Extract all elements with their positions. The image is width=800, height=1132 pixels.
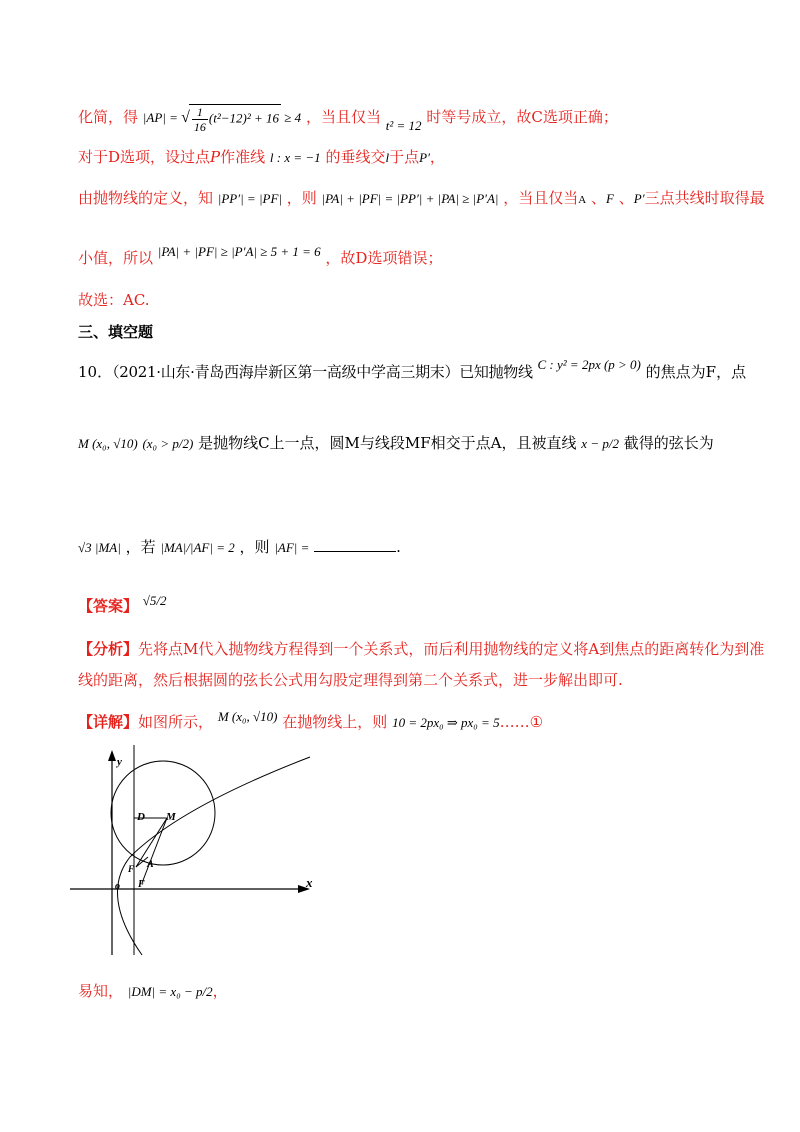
- text: 对于D选项，设过点: [78, 148, 211, 166]
- line-answer-choice: [78, 290, 150, 310]
- text: 截得的弦长为: [623, 434, 714, 452]
- label-f2: F: [138, 879, 145, 890]
- var-pprime: P′: [419, 150, 430, 165]
- text: ，若: [125, 538, 156, 556]
- section-heading: [78, 322, 153, 342]
- ratio-eq: |MA|/|AF| = 2: [160, 540, 235, 555]
- point-m: M (x₀, √10): [78, 436, 138, 451]
- text: 小值，所以: [78, 249, 154, 267]
- text: 、: [591, 189, 607, 207]
- text: ，当且仅当: [305, 107, 381, 126]
- line-min-value: [78, 244, 443, 269]
- eq-marker: ……①: [499, 713, 544, 731]
- var-a: A: [578, 194, 587, 206]
- analysis-line1: [78, 639, 764, 659]
- analysis-line2: [78, 670, 623, 690]
- pp-eq-pf: |PP′| = |PF|: [217, 191, 282, 206]
- text: 如图所示，: [138, 713, 214, 731]
- var-f: F: [606, 191, 614, 206]
- af-expr: |AF| =: [274, 540, 310, 555]
- text: 三点共线时取得最: [644, 189, 765, 207]
- text: 时等号成立，故C选项正确；: [426, 107, 618, 126]
- parabola-circle-figure: [70, 745, 320, 960]
- text: ，故D选项错误；: [325, 249, 443, 267]
- label-d: D: [137, 811, 145, 823]
- px0-eq: 10 = 2px₀ ⇒ px₀ = 5: [392, 715, 500, 730]
- answer-value: √5/2: [142, 593, 167, 608]
- circle-m: [111, 761, 215, 865]
- question-10-line1: [78, 357, 747, 383]
- text: 三、填空题: [78, 323, 154, 341]
- text: ，则: [286, 189, 317, 207]
- text: 故选：AC.: [78, 291, 150, 309]
- label-m: M: [166, 811, 176, 823]
- x0-condition: (x₀ > p/2): [142, 436, 194, 451]
- text: ，则: [239, 538, 270, 556]
- answer-line: [78, 593, 167, 617]
- text: 作准线: [220, 148, 266, 166]
- text: 的焦点为F，点: [645, 363, 747, 381]
- line-definition: [78, 188, 765, 210]
- dm-eq: |DM| = x₀ − p/2: [127, 984, 213, 999]
- text: 在抛物线上，则: [282, 713, 388, 731]
- text: ，当且仅当: [503, 189, 579, 207]
- label-f1: F: [128, 864, 135, 874]
- t-condition: t² = 12: [385, 117, 422, 133]
- text: 由抛物线的定义，知: [78, 189, 214, 207]
- text: 是抛物线C上一点，圆M与线段MF相交于点A，且被直线: [198, 434, 577, 452]
- directrix-eq: l : x = −1: [269, 150, 321, 165]
- detail-line: [78, 709, 544, 733]
- label-x: x: [306, 875, 313, 890]
- label-origin: o: [115, 881, 120, 892]
- line-option-d: [78, 147, 445, 168]
- point-m: M (x₀, √10): [217, 709, 278, 724]
- parabola-curve: [118, 757, 311, 955]
- analysis-label: 【分析】: [78, 640, 139, 658]
- text: ，: [429, 148, 445, 166]
- text: 易知，: [78, 982, 124, 1000]
- ap-inequality: |AP| = √ $\frac{1}{16}$ (t²−12)² + 16 ≥ 4: [142, 105, 302, 134]
- text: 、: [618, 189, 634, 207]
- question-10-line2: [78, 433, 714, 454]
- line-simplify: [78, 104, 618, 134]
- text: .: [396, 538, 401, 556]
- known-line: [78, 981, 228, 1002]
- text: 于点: [389, 148, 420, 166]
- chord-length: √3 |MA|: [78, 540, 121, 555]
- label-a: A: [147, 859, 154, 870]
- y-axis-arrow: [108, 750, 116, 761]
- text: 的垂线交: [325, 148, 386, 166]
- text: 化简，得: [78, 107, 139, 126]
- text: 线的距离，然后根据圆的弦长公式用勾股定理得到第二个关系式，进一步解出即可.: [78, 671, 623, 689]
- answer-label: 【答案】: [78, 597, 139, 615]
- sum-inequality: |PA| + |PF| = |PP′| + |PA| ≥ |P′A|: [321, 191, 499, 206]
- question-number: 10．: [78, 363, 113, 381]
- label-y: y: [117, 756, 122, 768]
- line-eq: x − p/2: [581, 436, 619, 451]
- var-pprime: P′: [633, 191, 645, 206]
- question-10-line3: [78, 537, 401, 558]
- min-inequality: |PA| + |PF| ≥ |P′A| ≥ 5 + 1 = 6: [157, 244, 321, 259]
- segment-mf: [142, 818, 167, 883]
- var-l: l: [385, 150, 390, 165]
- var-p: P: [210, 148, 221, 166]
- answer-blank: [314, 537, 396, 552]
- question-source: （2021·山东·青岛西海岸新区第一高级中学高三期末）已知抛物线: [112, 363, 533, 381]
- text: 先将点M代入抛物线方程得到一个关系式，而后利用抛物线的定义将A到焦点的距离转化为到准: [138, 640, 765, 658]
- text: ，: [212, 982, 228, 1000]
- parabola-eq: C : y² = 2px (p > 0): [537, 357, 641, 372]
- detail-label: 【详解】: [78, 713, 139, 731]
